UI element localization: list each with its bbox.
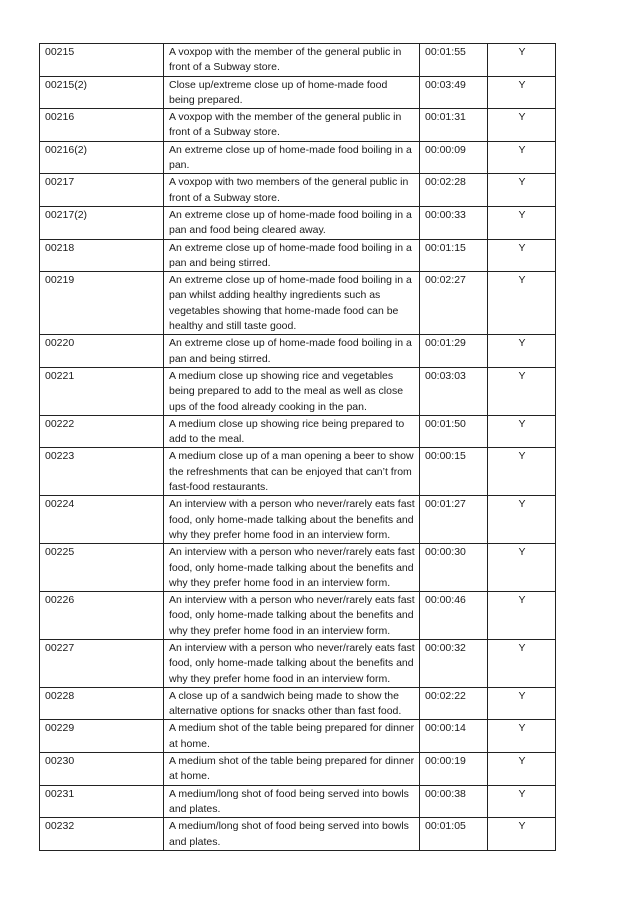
flag-cell xyxy=(488,544,556,592)
shot-log-body xyxy=(40,44,556,851)
clip-id-cell xyxy=(40,44,164,77)
duration-text: 00:00:30 xyxy=(425,546,466,559)
flag-cell xyxy=(488,44,556,77)
duration-cell xyxy=(420,818,488,851)
duration-cell xyxy=(420,109,488,142)
clip-id-text: 00223 xyxy=(45,450,75,463)
table-row xyxy=(40,720,556,753)
duration-text: 00:01:50 xyxy=(425,417,466,430)
flag-cell xyxy=(488,141,556,174)
description-cell xyxy=(164,592,420,640)
duration-text: 00:00:15 xyxy=(425,450,466,463)
flag-text: Y xyxy=(518,46,526,58)
duration-text: 00:00:14 xyxy=(425,722,466,735)
duration-text: 00:00:38 xyxy=(425,787,466,800)
table-row xyxy=(40,206,556,239)
description-cell xyxy=(164,448,420,496)
table-row xyxy=(40,141,556,174)
clip-id-cell xyxy=(40,785,164,818)
flag-cell xyxy=(488,174,556,207)
description-cell xyxy=(164,44,420,77)
table-row xyxy=(40,239,556,272)
table-row xyxy=(40,44,556,77)
flag-cell xyxy=(488,272,556,335)
duration-text: 00:01:29 xyxy=(425,337,466,350)
flag-text: Y xyxy=(518,111,526,124)
duration-text: 00:03:03 xyxy=(425,369,466,382)
duration-text: 00:02:22 xyxy=(425,689,466,702)
flag-text: Y xyxy=(518,450,526,463)
flag-cell xyxy=(488,76,556,109)
description-text: A medium/long shot of food being served into bowls and plates. xyxy=(169,787,409,815)
duration-text: 00:01:15 xyxy=(425,241,466,254)
duration-cell xyxy=(420,544,488,592)
clip-id-text: 00228 xyxy=(45,689,75,702)
flag-text: Y xyxy=(518,369,526,382)
description-cell xyxy=(164,174,420,207)
duration-cell xyxy=(420,753,488,786)
flag-cell xyxy=(488,785,556,818)
duration-text: 00:00:32 xyxy=(425,641,466,654)
description-cell xyxy=(164,785,420,818)
table-row xyxy=(40,544,556,592)
flag-text: Y xyxy=(518,722,526,735)
clip-id-text: 00219 xyxy=(45,274,75,287)
duration-cell xyxy=(420,206,488,239)
flag-text: Y xyxy=(518,241,526,254)
clip-id-text: 00227 xyxy=(45,641,75,654)
description-text: A voxpop with the member of the general public in front of a Subway store. xyxy=(169,111,402,139)
duration-cell xyxy=(420,687,488,720)
description-text: A medium close up of a man opening a beer to show the refreshments that can be enjoyed that can’t from fast-food restaurants. xyxy=(169,450,414,494)
duration-text: 00:01:31 xyxy=(425,111,466,124)
duration-text: 00:00:33 xyxy=(425,208,466,221)
clip-id-cell xyxy=(40,592,164,640)
table-row xyxy=(40,76,556,109)
description-text: Close up/extreme close up of home-made food being prepared. xyxy=(169,78,388,106)
description-text: An extreme close up of home-made food boiling in a pan. xyxy=(169,143,412,172)
duration-cell xyxy=(420,639,488,687)
clip-id-cell xyxy=(40,272,164,335)
description-cell xyxy=(164,335,420,368)
flag-cell xyxy=(488,720,556,753)
description-cell xyxy=(164,109,420,142)
flag-cell xyxy=(488,496,556,544)
duration-text: 00:02:27 xyxy=(425,274,466,287)
duration-cell xyxy=(420,367,488,415)
clip-id-cell xyxy=(40,544,164,592)
description-cell xyxy=(164,76,420,109)
clip-id-cell xyxy=(40,818,164,851)
duration-cell xyxy=(420,415,488,448)
duration-text: 00:01:27 xyxy=(425,498,466,511)
duration-cell xyxy=(420,720,488,753)
description-cell xyxy=(164,639,420,687)
duration-cell xyxy=(420,592,488,640)
table-row xyxy=(40,415,556,448)
description-cell xyxy=(164,239,420,272)
clip-id-text: 00220 xyxy=(45,337,75,350)
table-row xyxy=(40,272,556,335)
flag-text: Y xyxy=(518,78,526,91)
description-text: A medium shot of the table being prepared for dinner at home. xyxy=(169,755,415,783)
clip-id-cell xyxy=(40,720,164,753)
flag-text: Y xyxy=(518,143,526,156)
flag-text: Y xyxy=(518,176,526,189)
duration-cell xyxy=(420,335,488,368)
clip-id-text: 00229 xyxy=(45,722,75,735)
flag-cell xyxy=(488,367,556,415)
flag-text: Y xyxy=(518,498,526,511)
flag-text: Y xyxy=(518,641,526,654)
description-text: An interview with a person who never/rarely eats fast food, only home-made talking about the benefits and why they prefer home food in an interview form. xyxy=(169,546,415,589)
clip-id-text: 00226 xyxy=(45,594,75,607)
clip-id-cell xyxy=(40,76,164,109)
clip-id-text: 00218 xyxy=(45,241,75,254)
description-cell xyxy=(164,141,420,174)
clip-id-cell xyxy=(40,239,164,272)
description-cell xyxy=(164,720,420,753)
duration-cell xyxy=(420,174,488,207)
clip-id-text: 00215 xyxy=(45,46,75,58)
description-text: A voxpop with two members of the general public in front of a Subway store. xyxy=(169,176,409,204)
description-text: A close up of a sandwich being made to show the alternative options for snacks other than fast food. xyxy=(169,689,402,718)
description-text: A voxpop with the member of the general public in front of a Subway store. xyxy=(169,46,402,74)
table-row xyxy=(40,448,556,496)
table-row xyxy=(40,687,556,720)
description-text: An extreme close up of home-made food boiling in a pan and being stirred. xyxy=(169,337,412,365)
clip-id-text: 00215(2) xyxy=(45,78,88,91)
clip-id-cell xyxy=(40,639,164,687)
clip-id-text: 00222 xyxy=(45,417,75,430)
clip-id-cell xyxy=(40,174,164,207)
description-text: A medium close up showing rice and vegetables being prepared to add to the meal as well as close ups of the food already cooking in the pan. xyxy=(169,369,404,413)
clip-id-cell xyxy=(40,496,164,544)
clip-id-cell xyxy=(40,141,164,174)
clip-id-text: 00225 xyxy=(45,546,75,559)
description-text: An extreme close up of home-made food boiling in a pan and being stirred. xyxy=(169,241,412,269)
table-row xyxy=(40,592,556,640)
table-row xyxy=(40,753,556,786)
clip-id-cell xyxy=(40,206,164,239)
flag-text: Y xyxy=(518,546,526,559)
description-text: A medium close up showing rice being prepared to add to the meal. xyxy=(169,417,405,446)
duration-text: 00:03:49 xyxy=(425,78,466,91)
description-text: An interview with a person who never/rarely eats fast food, only home-made talking about the benefits and why they prefer home food in an interview form. xyxy=(169,498,415,541)
table-row xyxy=(40,174,556,207)
table-row xyxy=(40,367,556,415)
clip-id-cell xyxy=(40,109,164,142)
description-text: An interview with a person who never/rarely eats fast food, only home-made talking about the benefits and why they prefer home food in an interview form. xyxy=(169,594,415,637)
clip-id-text: 00216(2) xyxy=(45,143,88,156)
description-cell xyxy=(164,272,420,335)
table-row xyxy=(40,496,556,544)
table-row xyxy=(40,109,556,142)
duration-cell xyxy=(420,76,488,109)
clip-id-text: 00221 xyxy=(45,369,75,382)
description-text: A medium shot of the table being prepared for dinner at home. xyxy=(169,722,415,750)
flag-text: Y xyxy=(518,274,526,287)
flag-cell xyxy=(488,415,556,448)
clip-id-text: 00231 xyxy=(45,787,75,800)
flag-text: Y xyxy=(518,594,526,607)
table-row xyxy=(40,335,556,368)
flag-cell xyxy=(488,687,556,720)
clip-id-text: 00230 xyxy=(45,755,75,768)
description-cell xyxy=(164,206,420,239)
flag-cell xyxy=(488,448,556,496)
clip-id-cell xyxy=(40,448,164,496)
description-text: An extreme close up of home-made food boiling in a pan whilst adding healthy ingredients such as vegetables showing that home-made food can be healthy and still taste good. xyxy=(169,274,412,333)
clip-id-text: 00216 xyxy=(45,111,75,124)
description-cell xyxy=(164,818,420,851)
flag-cell xyxy=(488,818,556,851)
clip-id-cell xyxy=(40,753,164,786)
flag-text: Y xyxy=(518,787,526,800)
duration-cell xyxy=(420,496,488,544)
flag-text: Y xyxy=(518,689,526,702)
duration-text: 00:00:09 xyxy=(425,143,466,156)
description-cell xyxy=(164,687,420,720)
clip-id-text: 00224 xyxy=(45,498,75,511)
duration-cell xyxy=(420,141,488,174)
table-row xyxy=(40,639,556,687)
description-cell xyxy=(164,753,420,786)
shot-log-table xyxy=(39,43,556,851)
duration-cell xyxy=(420,272,488,335)
flag-cell xyxy=(488,109,556,142)
flag-text: Y xyxy=(518,820,526,833)
description-cell xyxy=(164,544,420,592)
duration-cell xyxy=(420,239,488,272)
flag-text: Y xyxy=(518,417,526,430)
clip-id-text: 00217 xyxy=(45,176,75,189)
clip-id-cell xyxy=(40,367,164,415)
flag-text: Y xyxy=(518,337,526,350)
flag-cell xyxy=(488,639,556,687)
clip-id-text: 00232 xyxy=(45,820,75,833)
flag-cell xyxy=(488,753,556,786)
description-text: An interview with a person who never/rarely eats fast food, only home-made talking about the benefits and why they prefer home food in an interview form. xyxy=(169,641,415,685)
clip-id-cell xyxy=(40,415,164,448)
clip-id-cell xyxy=(40,687,164,720)
description-cell xyxy=(164,496,420,544)
description-cell xyxy=(164,367,420,415)
flag-cell xyxy=(488,592,556,640)
duration-cell xyxy=(420,448,488,496)
description-text: A medium/long shot of food being served into bowls and plates. xyxy=(169,820,409,848)
duration-text: 00:01:05 xyxy=(425,820,466,833)
duration-text: 00:02:28 xyxy=(425,176,466,189)
flag-cell xyxy=(488,239,556,272)
table-row xyxy=(40,785,556,818)
duration-cell xyxy=(420,44,488,77)
table-row xyxy=(40,818,556,851)
flag-text: Y xyxy=(518,208,526,221)
flag-cell xyxy=(488,206,556,239)
flag-text: Y xyxy=(518,755,526,768)
clip-id-cell xyxy=(40,335,164,368)
duration-cell xyxy=(420,785,488,818)
duration-text: 00:00:19 xyxy=(425,755,466,768)
document-page xyxy=(39,43,555,851)
duration-text: 00:01:55 xyxy=(425,46,466,58)
flag-cell xyxy=(488,335,556,368)
description-cell xyxy=(164,415,420,448)
clip-id-text: 00217(2) xyxy=(45,208,88,221)
duration-text: 00:00:46 xyxy=(425,594,466,607)
description-text: An extreme close up of home-made food boiling in a pan and food being cleared away. xyxy=(169,208,412,237)
